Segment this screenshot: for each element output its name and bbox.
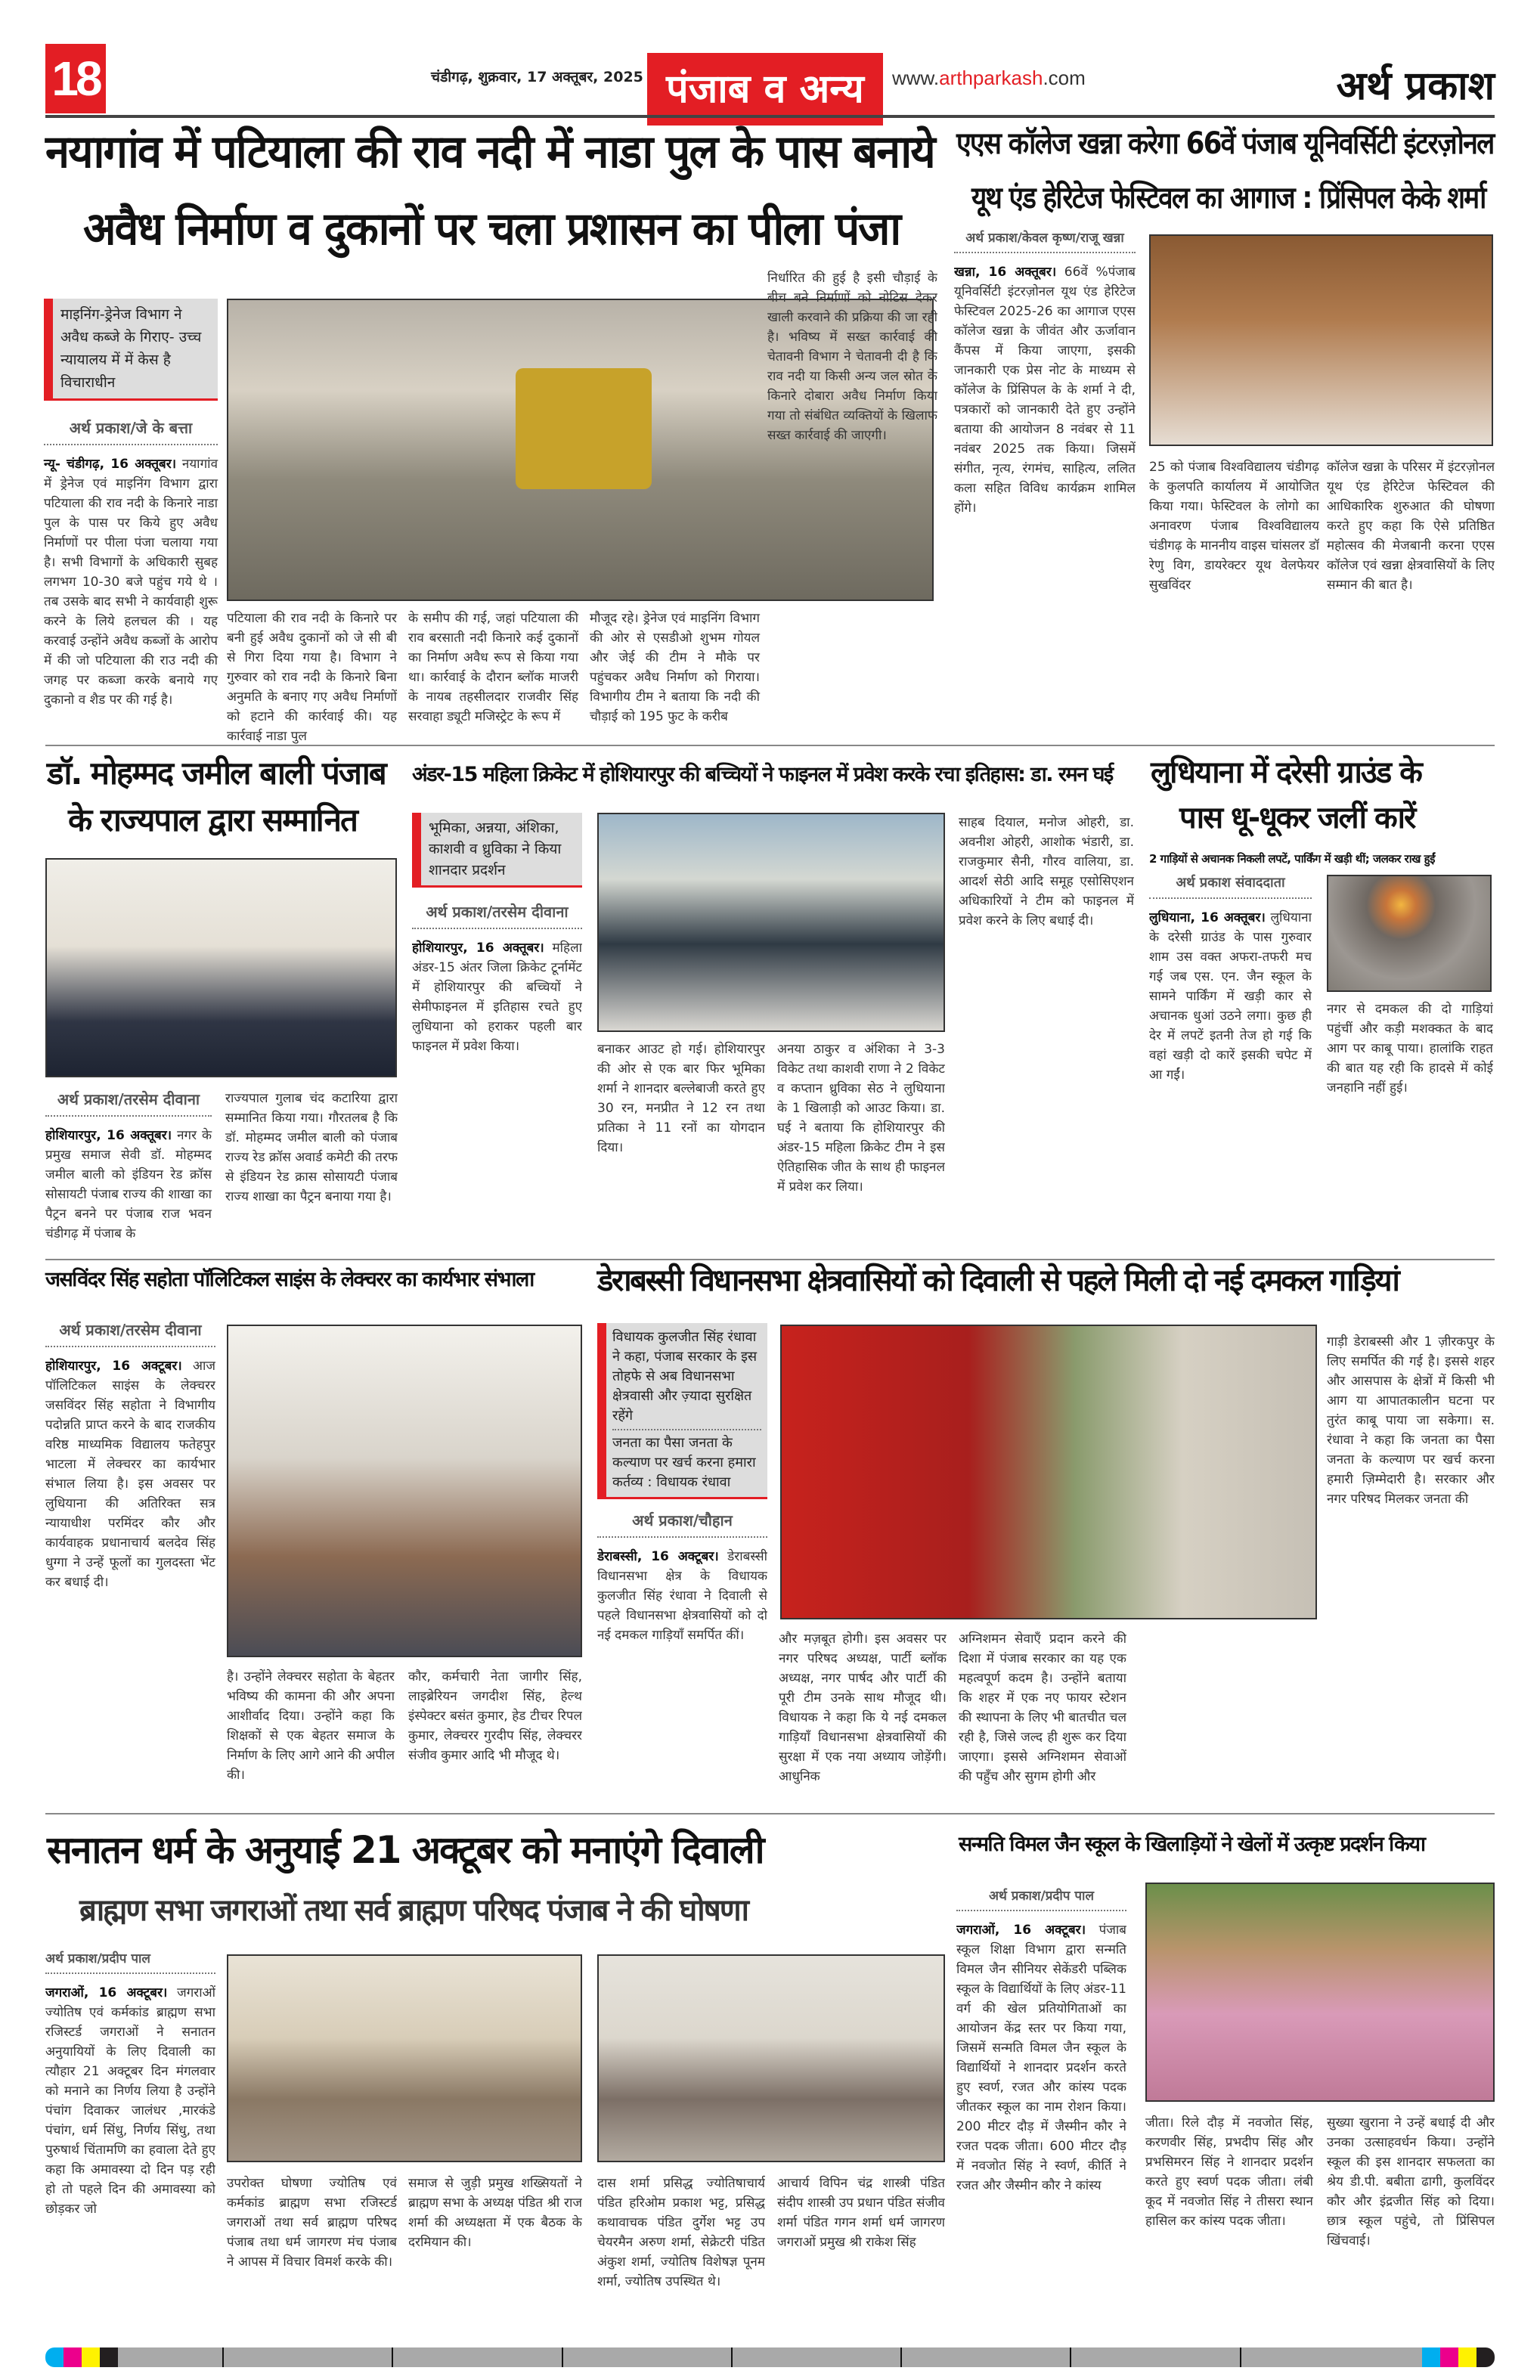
jasvinder-byline: अर्थ प्रकाश/तरसेम दीवाना (45, 1319, 215, 1347)
cricket-col-3: अनया ठाकुर व अंशिका ने 3-3 विकेट तथा काशवी राणा ने 2 विकेट व कप्तान ध्रुविका सेठ ने लुधियाना के 1 खिलाड़ी को आउट किया। डा. घई ने बताया कि होशियारपुर की अंडर-15 महिला क्रिकेट टीम ने इस ऐतिहासिक जीत के साथ ही फाइनल में प्रवेश कर लिया। (777, 1042, 945, 1195)
school-photo (1145, 1883, 1495, 2102)
jasvinder-col-1 (45, 1319, 215, 1803)
school-dateline: जगराओं, 16 अक्टूबर। (956, 1923, 1086, 1938)
jameel-body: होशियारपुर, 16 अक्तूबर। नगर के प्रमुख समाज सेवी डॉ. मोहम्मद जमील बाली को इंडियन रेड क्रॉस सोसायटी पंजाब राज्य की शाखा का पैट्रन बनने पर पंजाब राज भवन चंडीगढ़ में पंजाब के (45, 1128, 212, 1241)
school-col-3: सुख्या खुराना ने उन्हें बधाई दी और उनका उत्साहवर्धन किया। उन्होंने स्कूल की इस शानदार सफलता का श्रेय डी.पी. बबीता ढागी, कुलविंदर कौर और इंद्रजीत सिंह को दिया। छात्र स्कूल पहुंचे, तो प्रिंसिपल खिंचवाई। (1327, 2115, 1495, 2248)
ascollege-col-3: कॉलेज खन्ना के परिसर में इंटरज़ोनल यूथ एंड हेरिटेज फेस्टिवल की आधिकारिक शुरुआत की घोषणा करते हुए कहा कि ऐसे प्रतिष्ठित महोत्सव की मेजबानी करना एएस कॉलेज एवं खन्ना क्षेत्रवासियों के लिए सम्मान की बात है। (1327, 460, 1495, 593)
website-link[interactable] (892, 67, 1086, 90)
ascollege-body: खन्ना, 16 अक्तूबर। 66वें %पंजाब यूनिवर्सिटी इंटरज़ोनल यूथ एंड हेरिटेज फेस्टिवल 2025-26 का आगाज एएस कॉलेज खन्ना के जीवंत और ऊर्जावान कैंपस में किया जाएगा, इसकी जानकारी एक प्रेस नोट के माध्यम से कॉलेज के प्रिंसिपल के के शर्मा ने दी, पत्रकारों को जानकारी देते हुए उन्होंने बताया की आयोजन 8 नवंबर से 11 नवंबर 2025 तक किया। जिसमें संगीत, नृत्य, रंगमंच, साहित्य, ललित कला सहित विविध कार्यक्रम शामिल होंगे। (954, 265, 1136, 516)
derabassi-body: डेराबस्सी, 16 अक्टूबर। डेराबस्सी विधानसभा क्षेत्र के विधायक कुलजीत सिंह रंधावा ने दिवाली से पहले विधानसभा क्षेत्रवासियों को दो नई दमकल गाड़ियाँ समर्पित कीं। (597, 1549, 767, 1643)
jameel-photo (45, 858, 397, 1077)
school-body: जगराओं, 16 अक्टूबर। पंजाब स्कूल शिक्षा विभाग द्वारा सन्मति विमल जैन सीनियर सेकेंडरी पब्लिक स्कूल के विद्यार्थियों के लिए अंडर-11 वर्ग की खेल प्रतियोगिताओं का आयोजन केंद्र स्तर पर किया गया, जिसमें सन्मति विमल जैन स्कूल के विद्यार्थियों ने शानदार प्रदर्शन करते हुए स्वर्ण, रजत और कांस्य पदक जीतकर स्कूल का नाम रोशन किया। 200 मीटर दौड़ में जैस्मीन कौर ने रजत पदक जीता। 600 मीटर दौड़ में नवजोत सिंह ने स्वर्ण, कीर्ति ने रजत और जैस्मीन कौर ने कांस्य (956, 1923, 1126, 2193)
derabassi-col-3: अग्निशमन सेवाएँ प्रदान करने की दिशा में पंजाब सरकार का यह एक महत्वपूर्ण कदम है। उन्होंने बताया कि शहर में एक नए फायर स्टेशन की स्थापना के लिए भी बातचीत चल रही है, जिसे जल्द ही शुरू कर दिया जाएगा। इससे अग्निशमन सेवाओं की पहुँच और सुगम होगी और (959, 1632, 1126, 1784)
cmyk-swatch-black (100, 2347, 118, 2367)
cricket-highlight-box: भूमिका, अन्नया, अंशिका, काशवी व ध्रुविका ने किया शानदार प्रदर्शन (412, 813, 582, 888)
masthead-rule (45, 115, 1495, 118)
derabassi-highlight-2: जनता का पैसा जनता के कल्याण पर खर्च करना हमारा कर्तव्य : विधायक रंधावा (612, 1435, 756, 1490)
ascollege-photo (1149, 234, 1493, 446)
school-byline: अर्थ प्रकाश/प्रदीप पाल (956, 1886, 1126, 1911)
ascollege-byline: अर्थ प्रकाश/केवल कृष्ण/राजू खन्ना (954, 228, 1136, 253)
school-col-1 (956, 1886, 1126, 2298)
nayagaon-highlight-box: माइनिंग-ड्रेनेज विभाग ने अवैध कब्जे के गिराए- उच्च न्यायालय में में केस है विचाराधीन (44, 299, 218, 401)
diwali-col-1 (45, 1949, 215, 2297)
masthead-dateline: चंडीगढ़, शुक्रवार, 17 अक्तूबर, 2025 (431, 69, 643, 85)
ludhiana-col-2: नगर से दमकल की दो गाड़ियां पहुंचीं और कड़ी मशक्कत के बाद आग पर काबू पाया। हालांकि राहत की बात यह रही कि हादसे में कोई जनहानि नहीं हुई। (1327, 1002, 1493, 1095)
section-label: पंजाब व अन्य (647, 53, 883, 126)
diwali-body: जगराओं, 16 अक्टूबर। जगराओं ज्योतिष एवं कर्मकांड ब्राह्मण सभा रजिस्टर्ड जगराओं ने सनातन अनुयायियों के लिए दिवाली का त्यौहार 21 अक्टूबर दिन मंगलवार को मनाने का निर्णय लिया है उन्होंने पंचांग दिवाकर जालंधर ,मारकंडे पंचांग, धर्म सिंधु, निर्णय सिंधु, तथा पुरुषार्थ चिंतामणि का हवाला देते हुए कहा कि अमावस्या दो दिन पड़ रही हो तो पहले दिन की अमावस्या को छोड़कर जो (45, 1985, 215, 2217)
derabassi-highlight-box (597, 1323, 767, 1499)
nayagaon-col-1 (44, 299, 218, 710)
derabassi-dateline: डेराबस्सी, 16 अक्टूबर। (597, 1549, 719, 1564)
ascollege-dateline: खन्ना, 16 अक्तूबर। (954, 265, 1057, 280)
ascollege-headline-2: यूथ एंड हेरिटेज फेस्टिवल का आगाज : प्रिंसिपल केके शर्मा (971, 181, 1486, 215)
ludhiana-subheadline: 2 गाड़ियों से अचानक निकली लपटें, पार्किंग में खड़ी थीं; जलकर राख हुईं (1149, 852, 1435, 866)
website-prefix: www. (892, 67, 940, 89)
cmyk-swatch-cyan-right (1422, 2347, 1440, 2367)
website-suffix: .com (1043, 67, 1086, 89)
nayagaon-col-3: के समीप की गई, जहां पटियाला की राव बरसाती नदी किनारे कई दुकानों का निर्माण अवैध रूप से किया गया था। कार्रवाई के दौरान ब्लॉक माजरी के नायब तहसीलदार राजवीर सिंह सरवाहा ड्यूटी मजिस्ट्रेट के रूप में (408, 611, 578, 724)
ludhiana-byline: अर्थ प्रकाश संवाददाता (1149, 873, 1312, 899)
ludhiana-headline-2: पास धू-धूकर जलीं कारें (1179, 801, 1415, 835)
jasvinder-photo (227, 1325, 582, 1657)
page-number-badge: 18 (45, 44, 106, 113)
derabassi-headline: डेराबस्सी विधानसभा क्षेत्रवासियों को दिवाली से पहले मिली दो नई दमकल गाड़ियां (597, 1263, 1399, 1298)
cmyk-swatch-magenta (64, 2347, 82, 2367)
jameel-headline-1: डॉ. मोहम्मद जमील बाली पंजाब (47, 755, 386, 792)
diwali-photo-1 (227, 1954, 582, 2162)
row-divider-3 (45, 1813, 1495, 1814)
diwali-byline: अर्थ प्रकाश/प्रदीप पाल (45, 1949, 215, 1974)
nayagaon-col-5: निर्धारित की हुई है इसी चौड़ाई के बीच बने निर्माणों को नोटिस देकर खाली करवाने की प्रक्रिया की जा रही है। भविष्य में सख्त कार्रवाई की चेतावनी विभाग ने चेतावनी दी है कि राव नदी या किसी अन्य जल स्रोत के किनारे दोबारा अवैध निर्माण किया गया तो संबंधित व्यक्तियों के खिलाफ सख्त कार्रवाई की जाएगी। (767, 271, 937, 443)
paper-logo: अर्थ प्रकाश (1336, 64, 1495, 109)
jasvinder-body: होशियारपुर, 16 अक्टूबर। आज पॉलिटिकल साइंस के लेक्चरर जसविंदर सिंह सहोता ने विभागीय पदोन्नति प्राप्त करने के बाद राजकीय वरिष्ठ माध्यमिक विद्यालय फतेहपुर भाटला में लेक्चरर का कार्यभार संभाल लिया है। इस अवसर पर लुधियाना की अतिरिक्त सत्र न्यायाधीश परमिंदर कौर और कार्यवाहक प्रधानाचार्य बलदेव सिंह धुग्गा ने उन्हें फूलों का गुलदस्ता भेंट कर बधाई दी। (45, 1359, 215, 1590)
nayagaon-headline-1: नयागांव में पटियाला की राव नदी में नाडा पुल के पास बनाये (45, 126, 934, 178)
cricket-dateline: होशियारपुर, 16 अक्तूबर। (412, 941, 544, 956)
cricket-col-4: साहब दियाल, मनोज ओहरी, डा. अवनीश ओहरी, आशोक भंडारी, डा. राजकुमार सैनी, गौरव वालिया, डा. आदर्श सेठी आदि समूह एसोसिएशन अधिकारियों ने टीम को फाइनल में प्रवेश करने के लिए बधाई दी। (959, 815, 1134, 928)
ascollege-col-2: 25 को पंजाब विश्वविद्यालय चंडीगढ़ के कुलपति कार्यालय में आयोजित किया गया। फेस्टिवल के लोगो का अनावरण पंजाब विश्वविद्यालय चंडीगढ़ के माननीय वाइस चांसलर डॉ रेणु विग, डायरेक्टर यूथ वेलफेयर सुखविंदर (1149, 460, 1319, 593)
diwali-col-4: दास शर्मा प्रसिद्ध ज्योतिषाचार्य पंडित हरिओम प्रकाश भट्ट, प्रसिद्ध कथावाचक पंडित दुर्गेश भट्ट उप चेयरमैन अरुण शर्मा, सेक्रेटरी पंडित अंकुश शर्मा, ज्योतिष विशेषज्ञ पूनम शर्मा, ज्योतिष उपस्थित थे। (597, 2176, 765, 2289)
derabassi-col-2: और मज़बूत होगी। इस अवसर पर नगर परिषद अध्यक्ष, पार्टी ब्लॉक अध्यक्ष, नगर पार्षद और पार्टी की पूरी टीम उनके साथ मौजूद थी। विधायक ने कहा कि ये नई दमकल गाड़ियाँ विधानसभा क्षेत्रवासियों की सुरक्षा में एक नया अध्याय जोड़ेंगी। आधुनिक (779, 1632, 947, 1784)
nayagaon-col-2: पटियाला की राव नदी के किनारे पर बनी हुई अवैध दुकानों को जे सी बी से गिरा दिया गया है। विभाग ने गुरुवार को राव नदी के किनारे बिना अनुमति के बनाए गए अवैध निर्माणों को हटाने की कार्रवाई की। यह कार्रवाई नाडा पुल (227, 611, 397, 744)
ludhiana-headline-1: लुधियाना में दरेसी ग्राउंड के (1151, 755, 1421, 790)
cricket-headline: अंडर-15 महिला क्रिकेट में होशियारपुर की बच्चियों ने फाइनल में प्रवेश करके रचा इतिहास: डा. रमन घई (412, 763, 1113, 786)
cricket-byline: अर्थ प्रकाश/तरसेम दीवाना (412, 901, 582, 929)
jameel-col-2: राज्यपाल गुलाब चंद कटारिया द्वारा सम्मानित किया गया। गौरतलब है कि डॉ. मोहम्मद जमील बाली को पंजाब राज्य रेड क्रॉस अवार्ड कमेटी की तरफ से इंडियन रेड क्रास सोसायटी पंजाब राज्य शाखा का पैट्रन बनाया गया है। (225, 1091, 398, 1204)
nayagaon-byline: अर्थ प्रकाश/जे के बत्ता (44, 417, 218, 445)
registration-strip (45, 2347, 1495, 2367)
derabassi-col-4: गाड़ी डेराबस्सी और 1 ज़ीरकपुर के लिए समर्पित की गई है। इससे शहर और आसपास के क्षेत्रों में किसी भी आग या आपातकालीन घटना पर तुरंत काबू पाया जा सकेगा। स. रंधावा ने कहा कि जनता का पैसा जनता के कल्याण पर खर्च करना हमारी ज़िम्मेदारी है। सरकार और नगर परिषद मिलकर जनता की (1327, 1334, 1495, 1507)
school-headline: सन्मति विमल जैन स्कूल के खिलाड़ियों ने खेलों में उत्कृष्ट प्रदर्शन किया (959, 1833, 1425, 1856)
cricket-col-2: बनाकर आउट हो गई। होशियारपुर की ओर से एक बार फिर भूमिका शर्मा ने शानदार बल्लेबाजी करते हुए 30 रन, मनप्रीत ने 12 रन तथा प्रतिका ने 11 रनों का योगदान दिया। (597, 1042, 765, 1155)
derabassi-byline: अर्थ प्रकाश/चौहान (597, 1510, 767, 1538)
cmyk-swatch-yellow-right (1458, 2347, 1476, 2367)
diwali-col-3: समाज से जुड़ी प्रमुख शख्सियतों ने ब्राह्मण सभा के अध्यक्ष पंडित श्री राज शर्मा की अध्यक्षता में एक बैठक के दरमियान की। (408, 2176, 582, 2250)
diwali-dateline: जगराओं, 16 अक्टूबर। (45, 1985, 168, 2000)
ascollege-col-1 (954, 228, 1136, 735)
derabassi-fire-truck-photo (780, 1325, 1317, 1619)
ludhiana-col-1 (1149, 873, 1312, 1251)
cricket-team-photo (597, 813, 945, 1032)
row-divider-2 (45, 1259, 1495, 1260)
ludhiana-fire-photo (1327, 875, 1492, 992)
jameel-col-1 (45, 1089, 212, 1244)
jasvinder-col-3: कौर, कर्मचारी नेता जागीर सिंह, लाइब्रेरियन जगदीश सिंह, हेल्थ इंस्पेक्टर बसंत कुमार, हेड टीचर रिपल कुमार, लेक्चरर गुरदीप सिंह, लेक्चरर संजीव कुमार आदि भी मौजूद थे। (408, 1669, 582, 1763)
jcb-shape (516, 368, 652, 489)
diwali-headline-1: सनातन धर्म के अनुयाई 21 अक्टूबर को मनाएंगे दिवाली (47, 1828, 764, 1872)
diwali-col-2: उपरोक्त घोषणा ज्योतिष एवं कर्मकांड ब्राह्मण सभा रजिस्टर्ड जगराओं तथा सर्व ब्राह्मण परिषद पंजाब तथा धर्म जागरण मंच पंजाब ने आपस में विचार विमर्श करके की। (227, 2176, 397, 2270)
cmyk-swatch-yellow (82, 2347, 100, 2367)
registration-bar (118, 2347, 1422, 2367)
nayagaon-col-4: मौजूद रहे। ड्रेनेज एवं माइनिंग विभाग की ओर से एसडीओ शुभम गोयल और जेई की टीम ने मौके पर पहुंचकर अवैध निर्माण को गिराया। विभागीय टीम ने बताया कि नदी की चौड़ाई को 195 फुट के करीब (590, 611, 760, 724)
nayagaon-body: न्यू- चंडीगढ़, 16 अक्तूबर। नयागांव में ड्रेनेज एवं माइनिंग विभाग द्वारा पटियाला की राव नदी के किनारे नाडा पुल के पास पर किये हुए अवैध निर्माणों पर पीला पंजा चलाया गया है। सभी विभागों के अधिकारी सुबह लगभग 10-30 बजे पहुंच गये थे । तब उसके बाद सभी ने कार्यवाही शुरू करने के लिये हलचल की । यह करवाई उन्होंने अवैध कब्जों के आरोप में की जो पटियाला की राउ नदी की जगह पर कब्जा करके बनाये गए दुकानो व शैड पर की गई है। (44, 457, 218, 708)
jameel-headline-2: के राज्यपाल द्वारा सम्मानित (68, 801, 357, 838)
jameel-dateline: होशियारपुर, 16 अक्तूबर। (45, 1128, 172, 1143)
derabassi-col-1 (597, 1323, 767, 1807)
website-brand: arthparkash (939, 67, 1043, 89)
cmyk-swatch-magenta-right (1440, 2347, 1458, 2367)
diwali-col-5: आचार्य विपिन चंद्र शास्त्री पंडित संदीप शास्त्री उप प्रधान पंडित संजीव शर्मा पंडित गगन शर्मा धर्म जागरण जगराओं प्रमुख श्री राकेश सिंह (777, 2176, 945, 2250)
cricket-col-1 (412, 813, 582, 1251)
ludhiana-body: लुधियाना, 16 अक्तूबर। लुधियाना के दरेसी ग्राउंड के पास गुरुवार शाम उस वक्त अफरा-तफरी मच गई जब एस. एन. जैन स्कूल के सामने पार्किंग में खड़ी कार से अचानक धुआं उठने लगा। कुछ ही देर में लपटें इतनी तेज हो गई कि वहां खड़ी दो कारें इसकी चपेट में आ गईं। (1149, 910, 1312, 1083)
jasvinder-dateline: होशियारपुर, 16 अक्टूबर। (45, 1359, 182, 1374)
diwali-headline-2: ब्राह्मण सभा जगराओं तथा सर्व ब्राह्मण परिषद पंजाब ने की घोषणा (79, 1893, 748, 1928)
ludhiana-dateline: लुधियाना, 16 अक्तूबर। (1149, 910, 1266, 925)
diwali-photo-2 (597, 1954, 945, 2162)
jasvinder-headline: जसविंदर सिंह सहोता पॉलिटिकल साइंस के लेक्चरर का कार्यभार संभाला (45, 1268, 534, 1291)
nayagaon-headline-2: अवैध निर्माण व दुकानों पर चला प्रशासन का पीला पंजा (83, 203, 900, 256)
school-col-2: जीता। रिले दौड़ में नवजोत सिंह, करणवीर सिंह, प्रभदीप सिंह और प्रभसिमरन सिंह ने शानदार प्रदर्शन करते हुए स्वर्ण पदक जीता। लंबी कूद में नवजोत सिंह ने तीसरा स्थान हासिल कर कांस्य पदक जीता। (1145, 2115, 1313, 2229)
jameel-byline: अर्थ प्रकाश/तरसेम दीवाना (45, 1089, 212, 1117)
row-divider-1 (45, 745, 1495, 746)
jasvinder-col-2: है। उन्होंने लेक्चरर सहोता के बेहतर भविष्य की कामना की और अपना आशीर्वाद दिया। उन्होंने कहा कि शिक्षकों से एक बेहतर समाज के निर्माण के लिए आगे आने की अपील की। (227, 1669, 395, 1783)
cricket-body: होशियारपुर, 16 अक्तूबर। महिला अंडर-15 अंतर जिला क्रिकेट टूर्नामेंट में होशियारपुर की बच्चियों ने सेमीफाइनल में इतिहास रचते हुए लुधियाना को हराकर पहली बार फाइनल में प्रवेश किया। (412, 941, 582, 1054)
ascollege-headline-1: एएस कॉलेज खन्ना करेगा 66वें पंजाब यूनिवर्सिटी इंटरज़ोनल (956, 126, 1494, 161)
derabassi-highlight-1: विधायक कुलजीत सिंह रंधावा ने कहा, पंजाब सरकार के इस तोहफे से अब विधानसभा क्षेत्रवासी और ज़्यादा सुरक्षित रहेंगे (612, 1328, 761, 1430)
cmyk-swatch-cyan (45, 2347, 64, 2367)
cmyk-swatch-black-right (1476, 2347, 1495, 2367)
nayagaon-dateline: न्यू- चंडीगढ़, 16 अक्तूबर। (44, 457, 177, 472)
